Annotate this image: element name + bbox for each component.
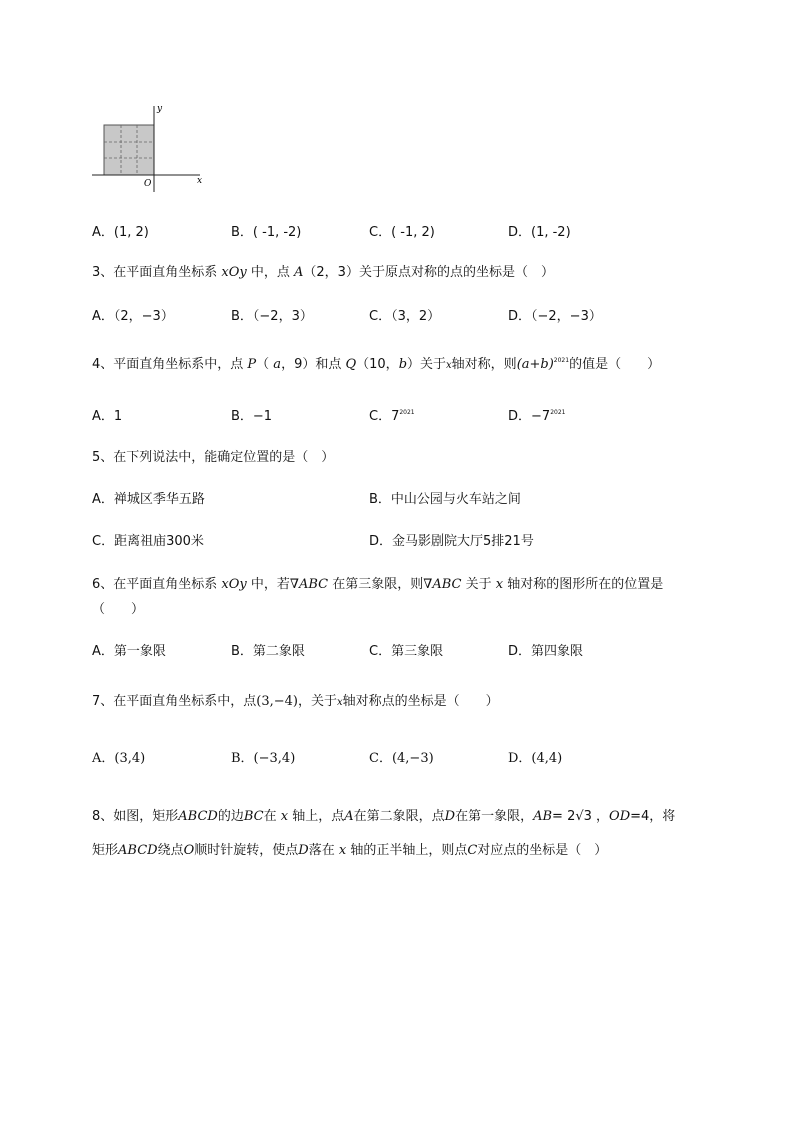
q4-option-a[interactable]: A．1 (92, 409, 123, 424)
q6-stem: 6、在平面直角坐标系 xOy 中，若∇ABC 在第三象限，则∇ABC 关于 x 轴对称的图形所在的位置是 (92, 577, 664, 592)
q6-option-c[interactable]: C．第三象限 (369, 644, 444, 659)
q6-option-d[interactable]: D．第四象限 (508, 644, 584, 659)
q7-option-b[interactable]: B．(−3,4) (231, 751, 296, 766)
q2-option-a[interactable]: A．(1, 2) (92, 225, 149, 240)
q2-option-d[interactable]: D．(1, -2) (508, 225, 571, 240)
q5-option-a[interactable]: A．禅城区季华五路 (92, 492, 205, 507)
q4-option-b[interactable]: B．−1 (231, 409, 273, 424)
y-axis-label: y (157, 104, 163, 114)
q3-stem: 3、在平面直角坐标系 xOy 中，点 A（2，3）关于原点对称的点的坐标是（ ） (92, 265, 554, 280)
q2-option-b[interactable]: B．( -1, -2) (231, 225, 302, 240)
q7-option-d[interactable]: D．(4,4) (508, 751, 563, 766)
q4-stem: 4、平面直角坐标系中，点 P（ a，9）和点 Q（10，b）关于x轴对称，则$(a+b)^{2021}$的值是（ ） (92, 357, 661, 372)
q6-option-b[interactable]: B．第二象限 (231, 644, 305, 659)
q4-option-d[interactable]: D．$-7^{2021}$ (508, 409, 566, 424)
origin-label: O (144, 179, 152, 189)
shaded-rectangle (104, 125, 154, 175)
x-axis-label: x (197, 176, 203, 186)
q7-stem: 7、在平面直角坐标系中，点(3,−4)，关于x轴对称点的坐标是（ ） (92, 694, 499, 709)
q6-option-a[interactable]: A．第一象限 (92, 644, 166, 659)
q5-option-d[interactable]: D．金马影剧院大厅5排21号 (369, 534, 534, 549)
q5-option-b[interactable]: B．中山公园与火车站之间 (369, 492, 521, 507)
q2-option-c[interactable]: C．( -1, 2) (369, 225, 435, 240)
q5-option-c[interactable]: C．距离祖庙300米 (92, 534, 204, 549)
q3-option-a[interactable]: A．（2，−3） (92, 309, 174, 324)
coordinate-figure (92, 102, 204, 192)
q8-stem-line1: 8、如图，矩形ABCD的边BC在 x 轴上，点A在第二象限，点D在第一象限，AB= 2√3 ，OD=4，将 (92, 809, 676, 824)
q6-stem-line2: （ ） (92, 602, 145, 617)
q4-option-c[interactable]: C．$7^{2021}$ (369, 409, 415, 424)
q7-option-a[interactable]: A．(3,4) (92, 751, 146, 766)
q7-option-c[interactable]: C．(4,−3) (369, 751, 434, 766)
q3-option-d[interactable]: D．（−2，−3） (508, 309, 602, 324)
q5-stem: 5、在下列说法中，能确定位置的是（ ） (92, 450, 335, 465)
q3-option-b[interactable]: B．（−2，3） (231, 309, 313, 324)
q8-stem-line2: 矩形ABCD绕点O顺时针旋转，使点D落在 x 轴的正半轴上，则点C对应点的坐标是（ ） (92, 843, 608, 858)
q3-option-c[interactable]: C．（3，2） (369, 309, 441, 324)
